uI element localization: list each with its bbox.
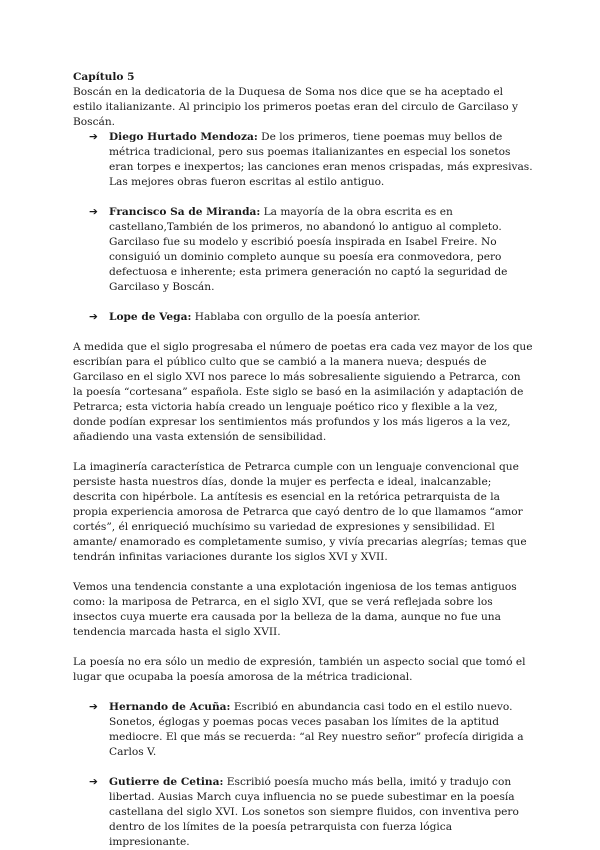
poet-name: Francisco Sa de Miranda: bbox=[109, 206, 261, 218]
poet-description: De los primeros, tiene poemas muy bellos de métrica tradicional, pero sus poemas italianizantes en especial los sonetos eran torpes e inexpertos; las canciones eran menos crispadas, más expresivas. Las mejores obras fueron escritas al estilo antiguo. bbox=[109, 131, 533, 188]
list-item bbox=[73, 775, 533, 850]
arrow-bullet-icon: ➔ bbox=[89, 311, 98, 323]
body-paragraph: La poesía no era sólo un medio de expresión, también un aspecto social que tomó el lugar que ocupaba la poesía amorosa de la métrica tradicional. bbox=[73, 656, 526, 683]
chapter-title: Capítulo 5 bbox=[73, 71, 135, 83]
poet-list-2 bbox=[73, 700, 533, 850]
poet-name: Diego Hurtado Mendoza: bbox=[109, 131, 258, 143]
poet-description: Escribió en abundancia casi todo en el estilo nuevo. Sonetos, églogas y poemas pocas veces pasaban los límites de la aptitud mediocre. El que más se recuerda: “al Rey nuestro señor” profecía dirigida a Carlos V. bbox=[109, 701, 524, 758]
poet-description: Escribió poesía mucho más bella, imitó y tradujo con libertad. Ausias March cuya influencia no se puede subestimar en la poesía castellana del siglo XVI. Los sonetos son siempre fluidos, con inventiva pero dentro de los límites de la poesía petrarquista con fuerza lógica impresionante. bbox=[109, 776, 519, 848]
poet-name: Hernando de Acuña: bbox=[109, 701, 231, 713]
poet-name: Gutierre de Cetina: bbox=[109, 776, 224, 788]
poet-name: Lope de Vega: bbox=[109, 311, 192, 323]
list-item bbox=[73, 205, 533, 295]
arrow-bullet-icon: ➔ bbox=[89, 776, 98, 788]
poet-description: Hablaba con orgullo de la poesía anterior. bbox=[191, 311, 421, 323]
arrow-bullet-icon: ➔ bbox=[89, 701, 98, 713]
document-body bbox=[73, 70, 533, 850]
list-item bbox=[73, 310, 533, 325]
poet-list-1 bbox=[73, 130, 533, 325]
body-paragraph: La imaginería característica de Petrarca cumple con un lenguaje convencional que persiste hasta nuestros días, donde la mujer es perfecta e ideal, inalcanzable; descrita con hipérbole. La antítesis es esencial en la retórica petrarquista de la propia experiencia amorosa de Petrarca que cayó dentro de lo que llamamos “amor cortés”, él enriqueció muchísimo su variedad de expresiones y sensibilidad. El amante/ enamorado es completamente sumiso, y vivía precarias alegrías; temas que tendrán infinitas variaciones durante los siglos XVI y XVII. bbox=[73, 461, 527, 563]
arrow-bullet-icon: ➔ bbox=[89, 131, 98, 143]
poet-description: La mayoría de la obra escrita es en castellano,También de los primeros, no abandonó lo antiguo al completo. Garcilaso fue su modelo y escribió poesía inspirada en Isabel Freire. No consiguió un dominio completo aunque su poesía era conmovedora, pero defectuosa e inherente; esta primera generación no captó la seguridad de Garcilaso y Boscán. bbox=[109, 206, 508, 293]
body-paragraph: A medida que el siglo progresaba el número de poetas era cada vez mayor de los que escribían para el público culto que se cambió a la manera nueva; después de Garcilaso en el siglo XVI nos parece lo más sobresaliente siguiendo a Petrarca, con la poesía “cortesana” española. Este siglo se basó en la asimilación y adaptación de Petrarca; esta victoria había creado un lenguaje poético rico y flexible a la vez, donde podían expresar los sentimientos más profundos y los más ligeros a la vez, añadiendo una vasta extensión de sensibilidad. bbox=[73, 341, 533, 443]
arrow-bullet-icon: ➔ bbox=[89, 206, 98, 218]
list-item bbox=[73, 130, 533, 190]
intro-paragraph: Boscán en la dedicatoria de la Duquesa de Soma nos dice que se ha aceptado el estilo italianizante. Al principio los primeros poetas eran del circulo de Garcilaso y Boscán. bbox=[73, 86, 518, 128]
list-item bbox=[73, 700, 533, 760]
body-paragraph: Vemos una tendencia constante a una explotación ingeniosa de los temas antiguos como: la mariposa de Petrarca, en el siglo XVI, que se verá reflejada sobre los insectos cuya muerte era causada por la belleza de la dama, aunque no fue una tendencia marcada hasta el siglo XVII. bbox=[73, 581, 517, 638]
